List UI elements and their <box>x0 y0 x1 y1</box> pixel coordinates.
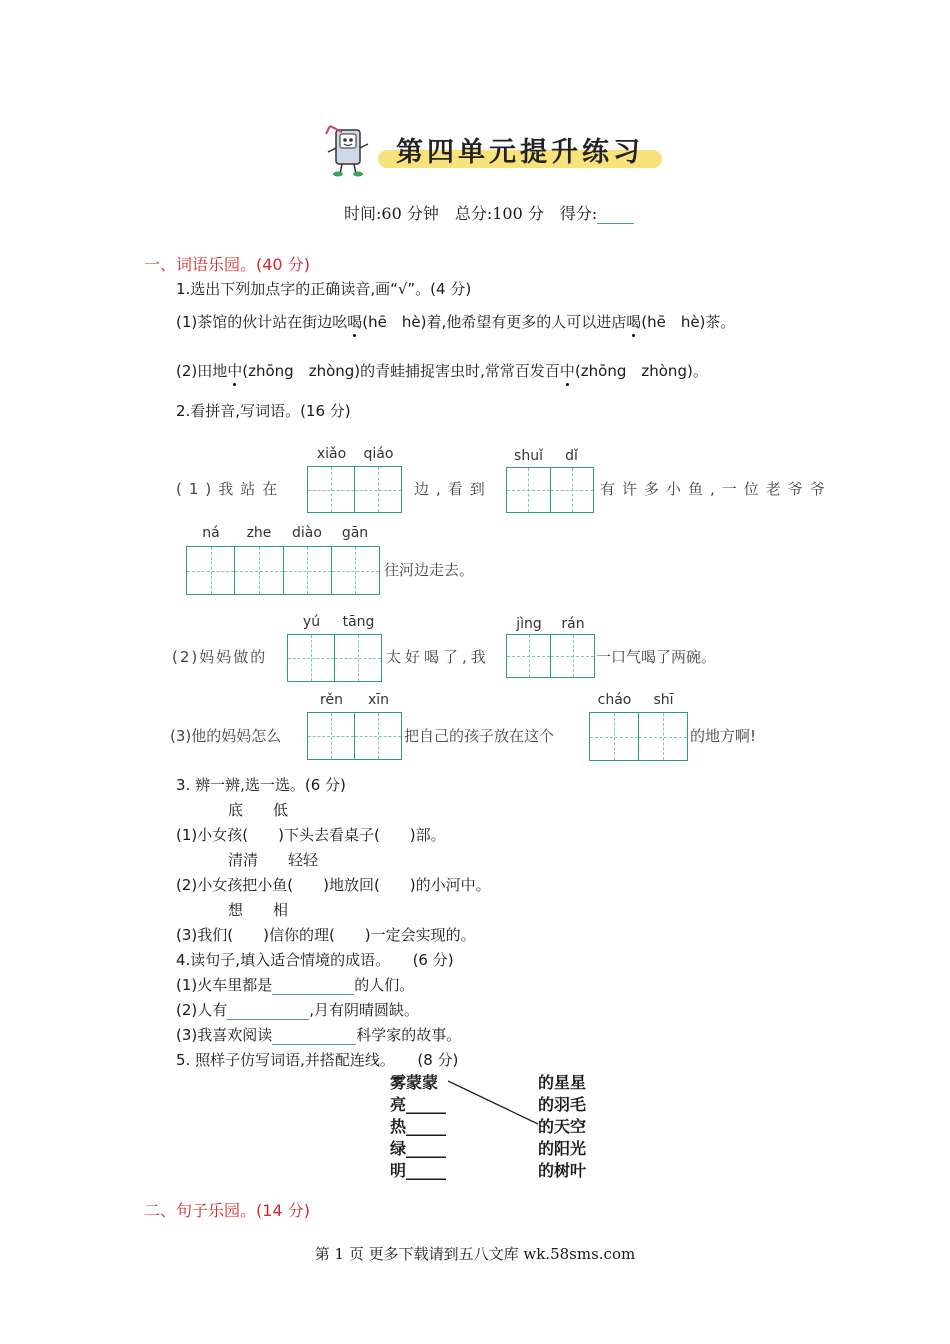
score-blank[interactable] <box>597 223 634 224</box>
q4-line-3: (3)我喜欢阅读 科学家的故事。 <box>176 1026 462 1044</box>
q2-s1-part-b: 边,看到 <box>414 480 492 498</box>
q3-line-2: (2)小女孩把小鱼( )地放回( )的小河中。 <box>176 876 491 894</box>
pinyin-yu: yú <box>302 614 321 630</box>
pinyin-shui: shuǐ <box>514 448 543 464</box>
q3-options-2: 清清 轻轻 <box>228 851 319 869</box>
section-2-heading: 二、句子乐园。(14 分) <box>144 1201 310 1220</box>
section-1-heading: 一、词语乐园。(40 分) <box>144 255 310 274</box>
q3-line-3: (3)我们( )信你的理( )一定会实现的。 <box>176 926 476 944</box>
q3-prompt: 3. 辨一辨,选一选。(6 分) <box>176 776 346 794</box>
q2-s1-part-d: 往河边走去。 <box>384 561 475 579</box>
q4-line-2: (2)人有 ,月有阴晴圆缺。 <box>176 1001 420 1019</box>
match-left-2: 亮_____ <box>390 1095 447 1114</box>
book-mascot-icon <box>322 122 378 178</box>
idiom-blank-2[interactable] <box>227 1019 309 1020</box>
pinyin-jing: jìng <box>516 616 542 632</box>
page-title: 第四单元提升练习 <box>396 137 644 168</box>
q2-s3-part-a: (3)他的妈妈怎么 <box>170 727 282 745</box>
match-left-3: 热_____ <box>390 1117 447 1136</box>
q4-prompt: 4.读句子,填入适合情境的成语。 (6 分) <box>176 951 454 969</box>
q2-s3-part-c: 的地方啊! <box>690 727 757 745</box>
match-right-4[interactable]: 的阳光 <box>538 1139 587 1158</box>
q3-options-1: 底 低 <box>228 801 289 819</box>
pinyin-diao: diào <box>292 525 322 541</box>
q2-s2-part-a: (2)妈妈做的 <box>172 648 268 666</box>
match-left-1: 雾蒙蒙 <box>390 1073 439 1092</box>
match-right-3[interactable]: 的天空 <box>538 1117 587 1136</box>
q5-prompt: 5. 照样子仿写词语,并搭配连线。 (8 分) <box>176 1051 459 1069</box>
q2-s1-part-c: 有许多小鱼,一位老爷爷 <box>600 480 832 498</box>
match-right-1[interactable]: 的星星 <box>538 1073 587 1092</box>
q2-s1-part-a: (1)我站在 <box>176 480 285 498</box>
idiom-blank-1[interactable] <box>272 994 354 995</box>
q1-item-1: (1)茶馆的伙计站在街边吆喝(hē hè)着,他希望有更多的人可以进店喝(hē hè)茶。 <box>176 313 736 331</box>
match-left-4: 绿_____ <box>390 1139 447 1158</box>
q2-s2-part-c: 一口气喝了两碗。 <box>596 648 717 666</box>
q1-item-2: (2)田地中(zhōng zhòng)的青蛙捕捉害虫时,常常百发百中(zhōng zhòng)。 <box>176 362 708 380</box>
idiom-blank-3[interactable] <box>272 1044 356 1045</box>
title-banner <box>322 122 667 178</box>
pinyin-zhe: zhe <box>246 525 272 541</box>
pinyin-ren: rěn <box>320 692 343 708</box>
writing-grid-jingran[interactable] <box>506 634 595 678</box>
matching-exercise <box>390 1070 600 1182</box>
q2-s2-part-b: 太好喝了,我 <box>386 648 490 666</box>
q2-s3-part-b: 把自己的孩子放在这个 <box>404 727 555 745</box>
pinyin-gan: gān <box>341 525 369 541</box>
q1-prompt: 1.选出下列加点字的正确读音,画“√”。(4 分) <box>176 280 472 298</box>
writing-grid-yutang[interactable] <box>287 634 382 682</box>
pinyin-chao: cháo <box>597 692 632 708</box>
q3-line-1: (1)小女孩( )下头去看桌子( )部。 <box>176 826 446 844</box>
pinyin-na: ná <box>202 525 220 541</box>
exam-info: 时间:60 分钟 总分:100 分 得分: <box>344 201 634 224</box>
pinyin-shi: shī <box>653 692 674 708</box>
page-footer: 第 1 页 更多下载请到五八文库 wk.58sms.com <box>314 1245 636 1263</box>
writing-grid-xiaoqiao[interactable] <box>307 466 402 513</box>
writing-grid-renxin[interactable] <box>307 712 402 760</box>
match-right-2[interactable]: 的羽毛 <box>538 1095 587 1114</box>
writing-grid-nazhediaogan[interactable] <box>186 546 380 595</box>
match-left-5: 明_____ <box>390 1161 447 1180</box>
example-connector-line <box>390 1070 600 1182</box>
pinyin-xin: xīn <box>367 692 390 708</box>
pinyin-qiao: qiáo <box>363 446 394 462</box>
match-right-5[interactable]: 的树叶 <box>538 1161 587 1180</box>
pinyin-xiao: xiǎo <box>316 446 347 462</box>
writing-grid-shuidi[interactable] <box>506 467 594 513</box>
pinyin-di: dǐ <box>565 448 578 464</box>
q3-options-3: 想 相 <box>228 901 289 919</box>
writing-grid-chaoshi[interactable] <box>589 712 688 761</box>
q4-line-1: (1)火车里都是 的人们。 <box>176 976 415 994</box>
pinyin-tang: tāng <box>342 614 375 630</box>
q2-prompt: 2.看拼音,写词语。(16 分) <box>176 402 351 420</box>
pinyin-ran: rán <box>561 616 585 632</box>
